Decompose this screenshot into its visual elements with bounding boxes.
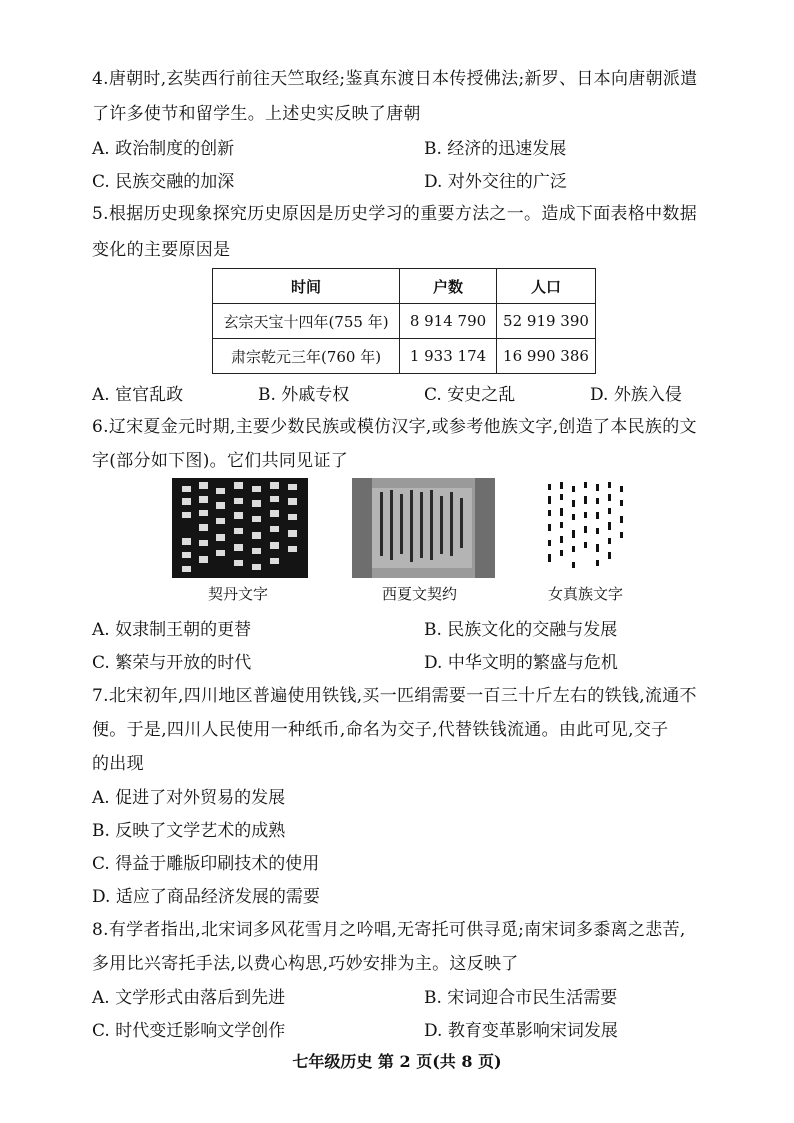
table-header-row bbox=[213, 269, 596, 304]
q5-option-b: B. 外戚专权 bbox=[258, 385, 350, 405]
table-cell: 8 914 790 bbox=[400, 304, 497, 339]
q4-option-b: B. 经济的迅速发展 bbox=[424, 139, 567, 159]
q7-option-b: B. 反映了文学艺术的成熟 bbox=[92, 821, 286, 841]
q4-option-a: A. 政治制度的创新 bbox=[92, 139, 235, 159]
page-footer: 七年级历史 第 2 页(共 8 页) bbox=[292, 1052, 502, 1071]
census-table bbox=[212, 268, 596, 374]
q6-stem-line1: 6.辽宋夏金元时期,主要少数民族或模仿汉字,或参考他族文字,创造了本民族的文 bbox=[92, 417, 697, 437]
table-cell: 肃宗乾元三年(760 年) bbox=[213, 339, 400, 374]
q6-option-d: D. 中华文明的繁盛与危机 bbox=[424, 653, 618, 673]
q8-option-a: A. 文学形式由落后到先进 bbox=[92, 988, 286, 1008]
q5-option-c: C. 安史之乱 bbox=[424, 385, 516, 405]
q8-option-d: D. 教育变革影响宋词发展 bbox=[424, 1021, 618, 1041]
q6-option-a: A. 奴隶制王朝的更替 bbox=[92, 620, 252, 640]
q4-stem-line1: 4.唐朝时,玄奘西行前往天竺取经;鉴真东渡日本传授佛法;新罗、日本向唐朝派遣 bbox=[92, 69, 698, 89]
q7-stem-line3: 的出现 bbox=[92, 754, 144, 774]
q4-stem-line2: 了许多使节和留学生。上述史实反映了唐朝 bbox=[92, 104, 421, 124]
q5-stem-line1: 5.根据历史现象探究历史原因是历史学习的重要方法之一。造成下面表格中数据 bbox=[92, 204, 698, 224]
q7-stem-line1: 7.北宋初年,四川地区普遍使用铁钱,买一匹绢需要一百三十斤左右的铁钱,流通不 bbox=[92, 686, 697, 706]
table-row bbox=[213, 304, 596, 339]
q4-option-d: D. 对外交往的广泛 bbox=[424, 172, 567, 192]
table-cell: 52 919 390 bbox=[497, 304, 596, 339]
xixia-caption: 西夏文契约 bbox=[382, 585, 458, 603]
q6-option-c: C. 繁荣与开放的时代 bbox=[92, 653, 252, 673]
q8-stem-line2: 多用比兴寄托手法,以费心构思,巧妙安排为主。这反映了 bbox=[92, 954, 519, 974]
q7-stem-line2: 便。于是,四川人民使用一种纸币,命名为交子,代替铁钱流通。由此可见,交子 bbox=[92, 720, 669, 740]
q7-option-d: D. 适应了商品经济发展的需要 bbox=[92, 887, 320, 907]
table-cell: 1 933 174 bbox=[400, 339, 497, 374]
q4-option-c: C. 民族交融的加深 bbox=[92, 172, 235, 192]
table-cell: 玄宗天宝十四年(755 年) bbox=[213, 304, 400, 339]
q6-stem-line2: 字(部分如下图)。它们共同见证了 bbox=[92, 451, 349, 471]
khitan-caption: 契丹文字 bbox=[208, 585, 269, 603]
q5-option-d: D. 外族入侵 bbox=[590, 385, 682, 405]
q7-option-a: A. 促进了对外贸易的发展 bbox=[92, 788, 286, 808]
q8-stem-line1: 8.有学者指出,北宋词多风花雪月之吟唱,无寄托可供寻觅;南宋词多黍离之悲苦, bbox=[92, 920, 686, 940]
q8-option-c: C. 时代变迁影响文学创作 bbox=[92, 1021, 286, 1041]
table-cell: 16 990 386 bbox=[497, 339, 596, 374]
q7-option-c: C. 得益于雕版印刷技术的使用 bbox=[92, 854, 320, 874]
jurchen-script-image bbox=[540, 478, 632, 578]
header-time: 时间 bbox=[213, 269, 400, 304]
q5-option-a: A. 宦官乱政 bbox=[92, 385, 184, 405]
table-row bbox=[213, 339, 596, 374]
q5-stem-line2: 变化的主要原因是 bbox=[92, 240, 231, 260]
header-households: 户数 bbox=[400, 269, 497, 304]
jurchen-caption: 女真族文字 bbox=[548, 585, 624, 603]
q8-option-b: B. 宋词迎合市民生活需要 bbox=[424, 988, 618, 1008]
q6-option-b: B. 民族文化的交融与发展 bbox=[424, 620, 618, 640]
khitan-script-image bbox=[172, 478, 308, 578]
xixia-contract-image bbox=[352, 478, 495, 578]
header-population: 人口 bbox=[497, 269, 596, 304]
